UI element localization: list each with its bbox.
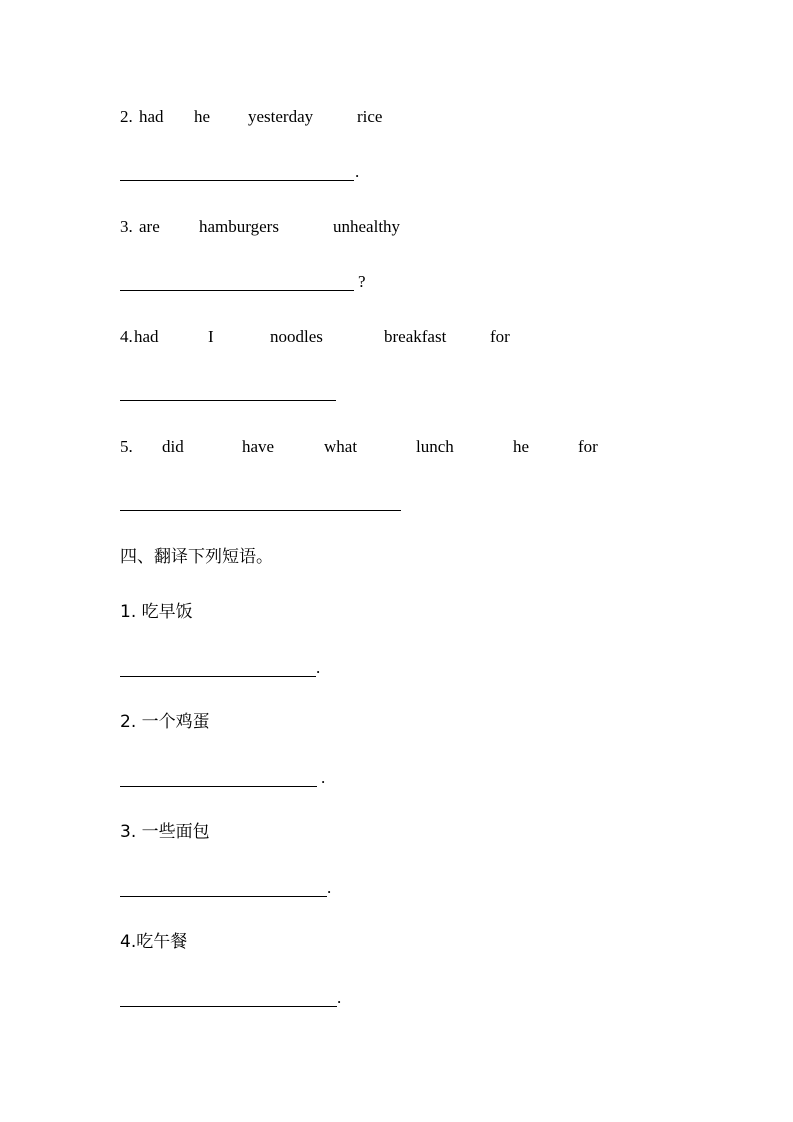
punctuation: ?	[358, 272, 366, 291]
answer-line	[120, 1006, 337, 1007]
word: hamburgers	[199, 217, 279, 236]
word: for	[490, 327, 510, 346]
question-number: 4.	[120, 327, 133, 346]
answer-line	[120, 786, 317, 787]
answer-line	[120, 896, 327, 897]
word: I	[208, 327, 214, 346]
punctuation: .	[337, 988, 342, 1007]
section-heading: 四、翻译下列短语。	[120, 547, 273, 567]
word: lunch	[416, 437, 454, 456]
question-number: 5.	[120, 437, 133, 456]
answer-line	[120, 290, 354, 291]
question-number: 2.	[120, 107, 133, 126]
phrase-4: 4.吃午餐	[120, 932, 188, 952]
word: what	[324, 437, 358, 456]
word: noodles	[270, 327, 323, 346]
punctuation: .	[321, 768, 326, 787]
word: he	[194, 107, 211, 126]
answer-line	[120, 400, 336, 401]
phrase-3: 3. 一些面包	[120, 822, 210, 842]
phrase-2: 2. 一个鸡蛋	[120, 712, 210, 732]
word: had	[134, 327, 159, 346]
word: yesterday	[248, 107, 314, 126]
punctuation: .	[316, 658, 321, 677]
answer-line	[120, 676, 316, 677]
word: rice	[357, 107, 383, 126]
word: for	[578, 437, 598, 456]
word: are	[139, 217, 160, 236]
word: have	[242, 437, 275, 456]
question-number: 3.	[120, 217, 133, 236]
answer-line	[120, 180, 354, 181]
word: he	[513, 437, 530, 456]
answer-line	[120, 510, 401, 511]
punctuation: .	[327, 878, 332, 897]
phrase-1: 1. 吃早饭	[120, 602, 193, 622]
word: had	[139, 107, 164, 126]
word: unhealthy	[333, 217, 401, 236]
punctuation: .	[355, 162, 360, 181]
word: did	[162, 437, 184, 456]
word: breakfast	[384, 327, 447, 346]
